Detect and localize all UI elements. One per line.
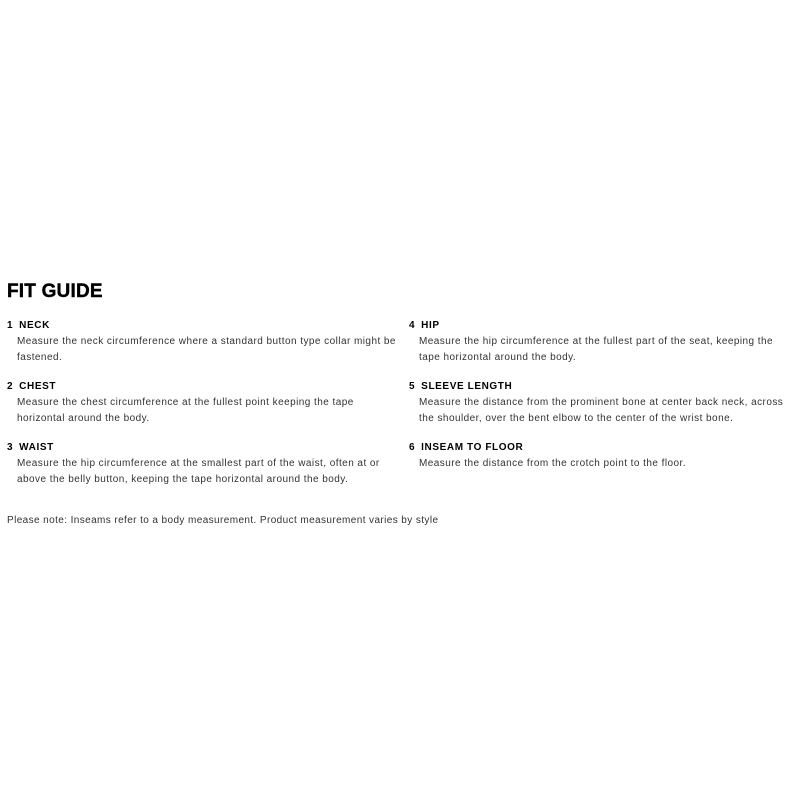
measurement-description: Measure the chest circumference at the fullest point keeping the tape horizontal around the body. [17,397,354,424]
measurement-sleeve-length [409,380,793,441]
measurement-description: Measure the hip circumference at the smallest part of the waist, often at or above the belly button, keeping the tape horizontal around the body. [17,458,380,485]
fit-guide [7,280,793,526]
measurement-label: WAIST [19,442,54,453]
measurement-heading [7,319,402,333]
measurement-number: 4 [409,320,416,331]
measurement-inseam-to-floor [409,441,793,502]
measurement-heading [409,441,793,455]
measurement-number: 5 [409,381,416,392]
measurement-number: 3 [7,442,14,453]
measurement-label: CHEST [19,381,57,392]
measurement-number: 2 [7,381,14,392]
measurement-number: 6 [409,442,416,453]
measurement-heading [409,380,793,394]
measurement-neck [7,319,402,380]
right-column [409,319,793,502]
measurement-waist [7,441,402,502]
measurement-description: Measure the distance from the prominent bone at center back neck, across the shoulder, over the bent elbow to the center of the wrist bone. [419,397,784,424]
inseam-note: Please note: Inseams refer to a body measurement. Product measurement varies by style [7,515,439,526]
measurement-chest [7,380,402,441]
measurement-heading [409,319,793,333]
measurement-description: Measure the neck circumference where a standard button type collar might be fastened. [17,336,396,363]
measurement-label: NECK [19,320,50,331]
measurement-heading [7,380,402,394]
measurement-hip [409,319,793,380]
guide-title: FIT GUIDE [7,281,103,302]
measurement-heading [7,441,402,455]
measurement-description: Measure the hip circumference at the fullest part of the seat, keeping the tape horizontal around the body. [419,336,774,363]
left-column [7,319,402,502]
measurement-label: INSEAM TO FLOOR [421,442,524,453]
measurement-description: Measure the distance from the crotch point to the floor. [419,458,686,469]
measurement-number: 1 [7,320,14,331]
measurement-label: HIP [421,320,440,331]
measurement-label: SLEEVE LENGTH [421,381,513,392]
